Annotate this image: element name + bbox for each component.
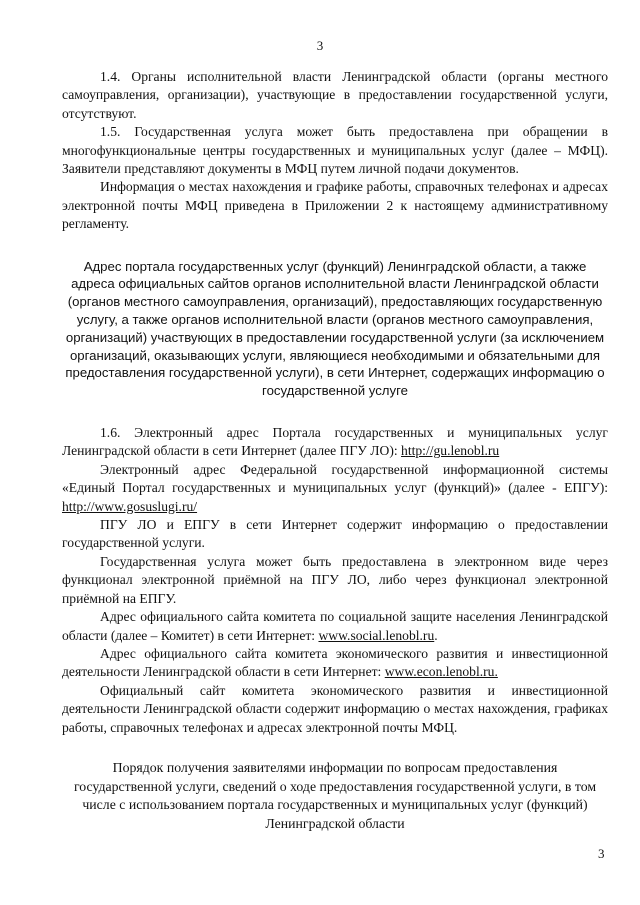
paragraph-epgu-text: Электронный адрес Федеральной государственной информационной системы «Единый Портал государственных и муниципальных услуг (функций)» (далее - ЕПГУ): xyxy=(62,461,608,496)
paragraph-econ-site xyxy=(62,645,608,682)
document-body xyxy=(62,68,608,833)
paragraph-epgu xyxy=(62,461,608,516)
paragraph-1-5: 1.5. Государственная услуга может быть предоставлена при обращении в многофункциональные центры государственных и муниципальных услуг (далее – МФЦ). Заявители представляют документы в МФЦ путем личной подачи документов. xyxy=(62,124,608,177)
paragraph-1-6 xyxy=(62,424,608,461)
paragraph-1-4: 1.4. Органы исполнительной власти Ленинградской области (органы местного самоуправления, организации), участвующие в предоставлении государственной услуги, отсутствуют. xyxy=(62,69,608,121)
spacer xyxy=(62,234,608,258)
paragraph-mfc-info: Информация о местах нахождения и графике работы, справочных телефонах и адресах электронной почты МФЦ приведена в Приложении 2 к настоящему административному регламенту. xyxy=(62,179,608,232)
paragraph-committee-site xyxy=(62,608,608,645)
epgu-link[interactable]: http://www.gosuslugi.ru/ xyxy=(62,498,198,514)
paragraph-econ-info: Официальный сайт комитета экономического развития и инвестиционной деятельности Ленинградской области содержит информацию о местах нахождения, графиках работы, справочных телефонах и адресах электронной почты МФЦ. xyxy=(62,682,608,735)
page-number-top: 3 xyxy=(316,38,324,53)
econ-lenobl-link[interactable]: www.econ.lenobl.ru. xyxy=(384,664,498,680)
page-number-bottom: 3 xyxy=(598,846,605,861)
spacer xyxy=(62,737,608,759)
order-of-information-heading: Порядок получения заявителями информации по вопросам предоставления государственной услуги, сведений о ходе предоставления государственной услуги, в том числе с использованием портала государственных и муниципальных услуг (функций) Ленинградской области xyxy=(73,759,597,831)
social-lenobl-link[interactable]: www.social.lenobl.ru xyxy=(318,627,435,643)
paragraph-pgu-info: ПГУ ЛО и ЕПГУ в сети Интернет содержит информацию о предоставлении государственной услуги. xyxy=(62,517,608,551)
portal-addresses-heading: Адрес портала государственных услуг (функций) Ленинградской области, а также адреса официальных сайтов органов исполнительной власти Ленинградской области (органов местного самоуправления, организаций), предоставляющих государственную услугу, а также органов исполнительной власти (органов местного самоуправления, организаций) участвующих в предоставлении государственной услуги (за исключением организаций, оказывающих услуги, являющиеся необходимыми и обязательными для предоставления государственной услуги), в сети Интернет, содержащих информацию о государственной услуге xyxy=(65,258,605,399)
paragraph-committee-tail: . xyxy=(434,627,438,643)
spacer xyxy=(62,400,608,424)
paragraph-committee-text: Адрес официального сайта комитета по социальной защите населения Ленинградской области (далее – Комитет) в сети Интернет: xyxy=(62,609,608,643)
pgu-lo-link[interactable]: http://gu.lenobl.ru xyxy=(401,443,500,459)
paragraph-1-6-text: 1.6. Электронный адрес Портала государственных и муниципальных услуг Ленинградской области в сети Интернет (далее ПГУ ЛО): xyxy=(62,425,608,459)
paragraph-econ-text: Адрес официального сайта комитета экономического развития и инвестиционной деятельности Ленинградской области в сети Интернет: xyxy=(62,645,608,680)
paragraph-electronic-service: Государственная услуга может быть предоставлена в электронном виде через функционал электронной приёмной на ПГУ ЛО, либо через функционал электронной приёмной на ЕПГУ. xyxy=(62,553,608,606)
